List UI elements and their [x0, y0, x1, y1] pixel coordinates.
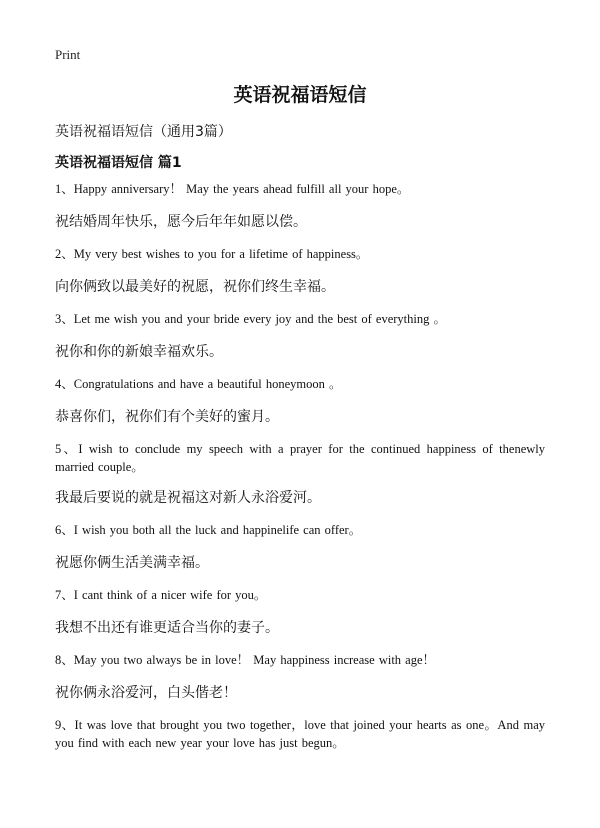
- greeting-chinese: 我想不出还有谁更适合当你的妻子。: [55, 620, 279, 636]
- print-link[interactable]: Print: [55, 47, 81, 62]
- greeting-english: 6、I wish you both all the luck and happinelife can offer。: [55, 523, 362, 537]
- greeting-entry-4: [55, 375, 545, 426]
- greeting-entry-6: [55, 521, 545, 572]
- greeting-english: 4、Congratulations and have a beautiful honeymoon 。: [55, 377, 342, 391]
- greeting-entry-5: [55, 440, 545, 507]
- greeting-chinese: 我最后要说的就是祝福这对新人永浴爱河。: [55, 490, 321, 506]
- greeting-entry-7: [55, 586, 545, 637]
- greeting-chinese: 祝你和你的新娘幸福欢乐。: [55, 344, 223, 360]
- greeting-entry-8: [55, 651, 545, 702]
- document-title: 英语祝福语短信: [233, 84, 367, 106]
- greeting-english: 3、Let me wish you and your bride every joy and the best of everything 。: [55, 312, 446, 326]
- greeting-english: 2、My very best wishes to you for a lifetime of happiness。: [55, 247, 369, 261]
- greeting-english: 7、I cant think of a nicer wife for you。: [55, 588, 267, 602]
- section-heading: 英语祝福语短信 篇1: [55, 155, 182, 171]
- greeting-english: 5、I wish to conclude my speech with a prayer for the continued happiness of thenewly married couple。: [55, 442, 545, 474]
- greeting-chinese: 恭喜你们，祝你们有个美好的蜜月。: [55, 409, 279, 425]
- greeting-chinese: 向你俩致以最美好的祝愿，祝你们终生幸福。: [55, 279, 335, 295]
- greeting-english: 8、May you two always be in love！ May happiness increase with age！: [55, 653, 436, 667]
- greeting-entry-1: [55, 180, 545, 231]
- greeting-entry-3: [55, 310, 545, 361]
- greeting-list: [55, 180, 545, 752]
- greeting-chinese: 祝你俩永浴爱河，白头偕老！: [55, 685, 237, 701]
- greeting-entry-2: [55, 245, 545, 296]
- document-subtitle: 英语祝福语短信（通用3篇）: [55, 124, 232, 140]
- greeting-entry-9: [55, 716, 545, 752]
- greeting-chinese: 祝愿你俩生活美满幸福。: [55, 555, 209, 571]
- greeting-english: 1、Happy anniversary！ May the years ahead fulfill all your hope。: [55, 182, 410, 196]
- greeting-english: 9、It was love that brought you two together，love that joined your hearts as one。And may you find with each new year your love has just begun。: [55, 718, 545, 750]
- greeting-chinese: 祝结婚周年快乐，愿今后年年如愿以偿。: [55, 214, 307, 230]
